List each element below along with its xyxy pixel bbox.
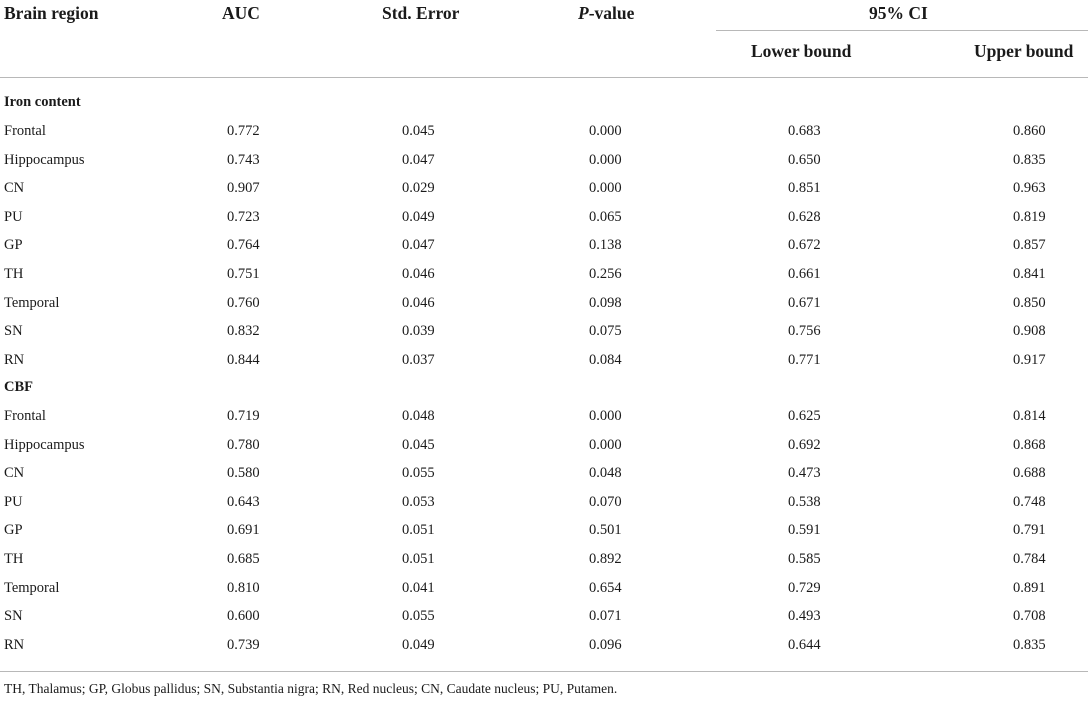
cell-upper-bound: 0.868: [1013, 436, 1046, 453]
cell-auc: 0.643: [227, 493, 260, 510]
cell-region: TH: [4, 551, 24, 567]
cell-upper-bound: 0.891: [1013, 579, 1046, 596]
cell-region: CN: [4, 180, 25, 197]
cell-auc: 0.780: [227, 436, 260, 453]
cell-lower-bound: 0.625: [788, 408, 821, 424]
table-row: [0, 492, 1091, 512]
cell-lower-bound: 0.729: [788, 579, 821, 596]
cell-lower-bound: 0.671: [788, 294, 821, 311]
table-footnote: TH, Thalamus; GP, Globus pallidus; SN, Substantia nigra; RN, Red nucleus; CN, Caudate nucleus; PU, Putamen.: [4, 681, 618, 696]
cell-p-value: 0.256: [589, 266, 622, 282]
cell-lower-bound: 0.851: [788, 180, 821, 197]
cell-std-error: 0.051: [402, 551, 435, 567]
cell-p-value: 0.892: [589, 551, 622, 567]
table-row: [0, 293, 1091, 313]
cell-std-error: 0.029: [402, 180, 435, 197]
cell-std-error: 0.049: [402, 208, 435, 225]
table-row: [0, 207, 1091, 227]
cell-region: SN: [4, 608, 23, 625]
cell-auc: 0.739: [227, 636, 260, 653]
cell-p-value: 0.098: [589, 294, 622, 311]
cell-auc: 0.691: [227, 522, 260, 539]
cell-std-error: 0.046: [402, 266, 435, 282]
cell-region: SN: [4, 323, 23, 340]
cell-p-value: 0.000: [589, 180, 622, 197]
table-row: [0, 635, 1091, 655]
cell-std-error: 0.053: [402, 493, 435, 510]
cell-upper-bound: 0.688: [1013, 465, 1046, 482]
cell-lower-bound: 0.683: [788, 123, 821, 139]
table-row: [0, 150, 1091, 170]
table-row: [0, 350, 1091, 370]
cell-std-error: 0.047: [402, 237, 435, 254]
cell-p-value: 0.096: [589, 636, 622, 653]
header-brain-region: Brain region: [4, 3, 99, 23]
cell-auc: 0.743: [227, 151, 260, 168]
cell-auc: 0.719: [227, 408, 260, 424]
cell-p-value: 0.070: [589, 493, 622, 510]
cell-lower-bound: 0.771: [788, 351, 821, 368]
table-row: [0, 520, 1091, 540]
cell-auc: 0.907: [227, 180, 260, 197]
cell-region: Frontal: [4, 123, 46, 139]
header-auc: AUC: [222, 3, 260, 23]
cell-std-error: 0.046: [402, 294, 435, 311]
cell-lower-bound: 0.661: [788, 266, 821, 282]
cell-p-value: 0.654: [589, 579, 622, 596]
cell-p-value: 0.048: [589, 465, 622, 482]
cell-p-value: 0.138: [589, 237, 622, 254]
cell-std-error: 0.048: [402, 408, 435, 424]
header-divider: [0, 77, 1088, 78]
table-row: [0, 321, 1091, 341]
cell-auc: 0.580: [227, 465, 260, 482]
cell-auc: 0.810: [227, 579, 260, 596]
cell-p-value: 0.075: [589, 323, 622, 340]
cell-upper-bound: 0.908: [1013, 323, 1046, 340]
header-p-rest: -value: [588, 3, 635, 23]
cell-upper-bound: 0.791: [1013, 522, 1046, 539]
cell-upper-bound: 0.963: [1013, 180, 1046, 197]
cell-lower-bound: 0.692: [788, 436, 821, 453]
cell-upper-bound: 0.835: [1013, 636, 1046, 653]
table-row: [0, 463, 1091, 483]
table-row: [0, 264, 1091, 284]
cell-upper-bound: 0.850: [1013, 294, 1046, 311]
table-row: [0, 178, 1091, 198]
cell-p-value: 0.000: [589, 436, 622, 453]
cell-p-value: 0.065: [589, 208, 622, 225]
section-title: Iron content: [4, 94, 81, 110]
cell-auc: 0.760: [227, 294, 260, 311]
cell-std-error: 0.039: [402, 323, 435, 340]
header-lower-bound: Lower bound: [751, 41, 852, 61]
header-std-error: Std. Error: [382, 3, 460, 23]
cell-std-error: 0.045: [402, 436, 435, 453]
cell-p-value: 0.000: [589, 151, 622, 168]
cell-auc: 0.844: [227, 351, 260, 368]
table-row: [0, 406, 1091, 426]
cell-p-value: 0.000: [589, 408, 622, 424]
cell-region: CN: [4, 465, 25, 482]
cell-lower-bound: 0.756: [788, 323, 821, 340]
table-row: [0, 435, 1091, 455]
cell-std-error: 0.041: [402, 579, 435, 596]
cell-upper-bound: 0.814: [1013, 408, 1046, 424]
cell-region: Hippocampus: [4, 151, 85, 168]
cell-lower-bound: 0.493: [788, 608, 821, 625]
cell-region: Hippocampus: [4, 436, 85, 453]
header-p-value: [578, 2, 634, 24]
table-row: [0, 235, 1091, 255]
header-95-ci: 95% CI: [869, 3, 928, 23]
footer-divider: [0, 671, 1088, 672]
cell-region: PU: [4, 208, 23, 225]
cell-upper-bound: 0.784: [1013, 551, 1046, 567]
cell-lower-bound: 0.628: [788, 208, 821, 225]
cell-region: Frontal: [4, 408, 46, 424]
cell-upper-bound: 0.708: [1013, 608, 1046, 625]
cell-region: TH: [4, 266, 24, 282]
ci-divider: [716, 30, 1088, 31]
cell-auc: 0.600: [227, 608, 260, 625]
cell-lower-bound: 0.591: [788, 522, 821, 539]
cell-p-value: 0.501: [589, 522, 622, 539]
table-row: [0, 578, 1091, 598]
cell-std-error: 0.055: [402, 465, 435, 482]
cell-lower-bound: 0.585: [788, 551, 821, 567]
cell-upper-bound: 0.819: [1013, 208, 1046, 225]
cell-auc: 0.751: [227, 266, 260, 282]
cell-auc: 0.832: [227, 323, 260, 340]
cell-region: GP: [4, 522, 23, 539]
cell-std-error: 0.049: [402, 636, 435, 653]
cell-auc: 0.764: [227, 237, 260, 254]
cell-std-error: 0.051: [402, 522, 435, 539]
cell-p-value: 0.084: [589, 351, 622, 368]
cell-auc: 0.685: [227, 551, 260, 567]
cell-upper-bound: 0.857: [1013, 237, 1046, 254]
cell-region: RN: [4, 351, 25, 368]
cell-p-value: 0.071: [589, 608, 622, 625]
cell-std-error: 0.055: [402, 608, 435, 625]
cell-lower-bound: 0.538: [788, 493, 821, 510]
cell-lower-bound: 0.672: [788, 237, 821, 254]
header-upper-bound: Upper bound: [974, 41, 1074, 61]
section-title: CBF: [4, 379, 33, 395]
table-row: [0, 549, 1091, 569]
cell-region: Temporal: [4, 294, 60, 311]
cell-std-error: 0.045: [402, 123, 435, 139]
cell-upper-bound: 0.917: [1013, 351, 1046, 368]
header-p-italic: P: [578, 3, 589, 23]
cell-region: Temporal: [4, 579, 60, 596]
cell-auc: 0.723: [227, 208, 260, 225]
cell-upper-bound: 0.835: [1013, 151, 1046, 168]
table-row: [0, 606, 1091, 626]
cell-std-error: 0.047: [402, 151, 435, 168]
cell-upper-bound: 0.841: [1013, 266, 1046, 282]
cell-auc: 0.772: [227, 123, 260, 139]
cell-lower-bound: 0.644: [788, 636, 821, 653]
cell-region: PU: [4, 493, 23, 510]
table-row: [0, 121, 1091, 141]
cell-p-value: 0.000: [589, 123, 622, 139]
cell-std-error: 0.037: [402, 351, 435, 368]
cell-lower-bound: 0.650: [788, 151, 821, 168]
cell-lower-bound: 0.473: [788, 465, 821, 482]
cell-region: RN: [4, 636, 25, 653]
cell-upper-bound: 0.860: [1013, 123, 1046, 139]
cell-region: GP: [4, 237, 23, 254]
cell-upper-bound: 0.748: [1013, 493, 1046, 510]
